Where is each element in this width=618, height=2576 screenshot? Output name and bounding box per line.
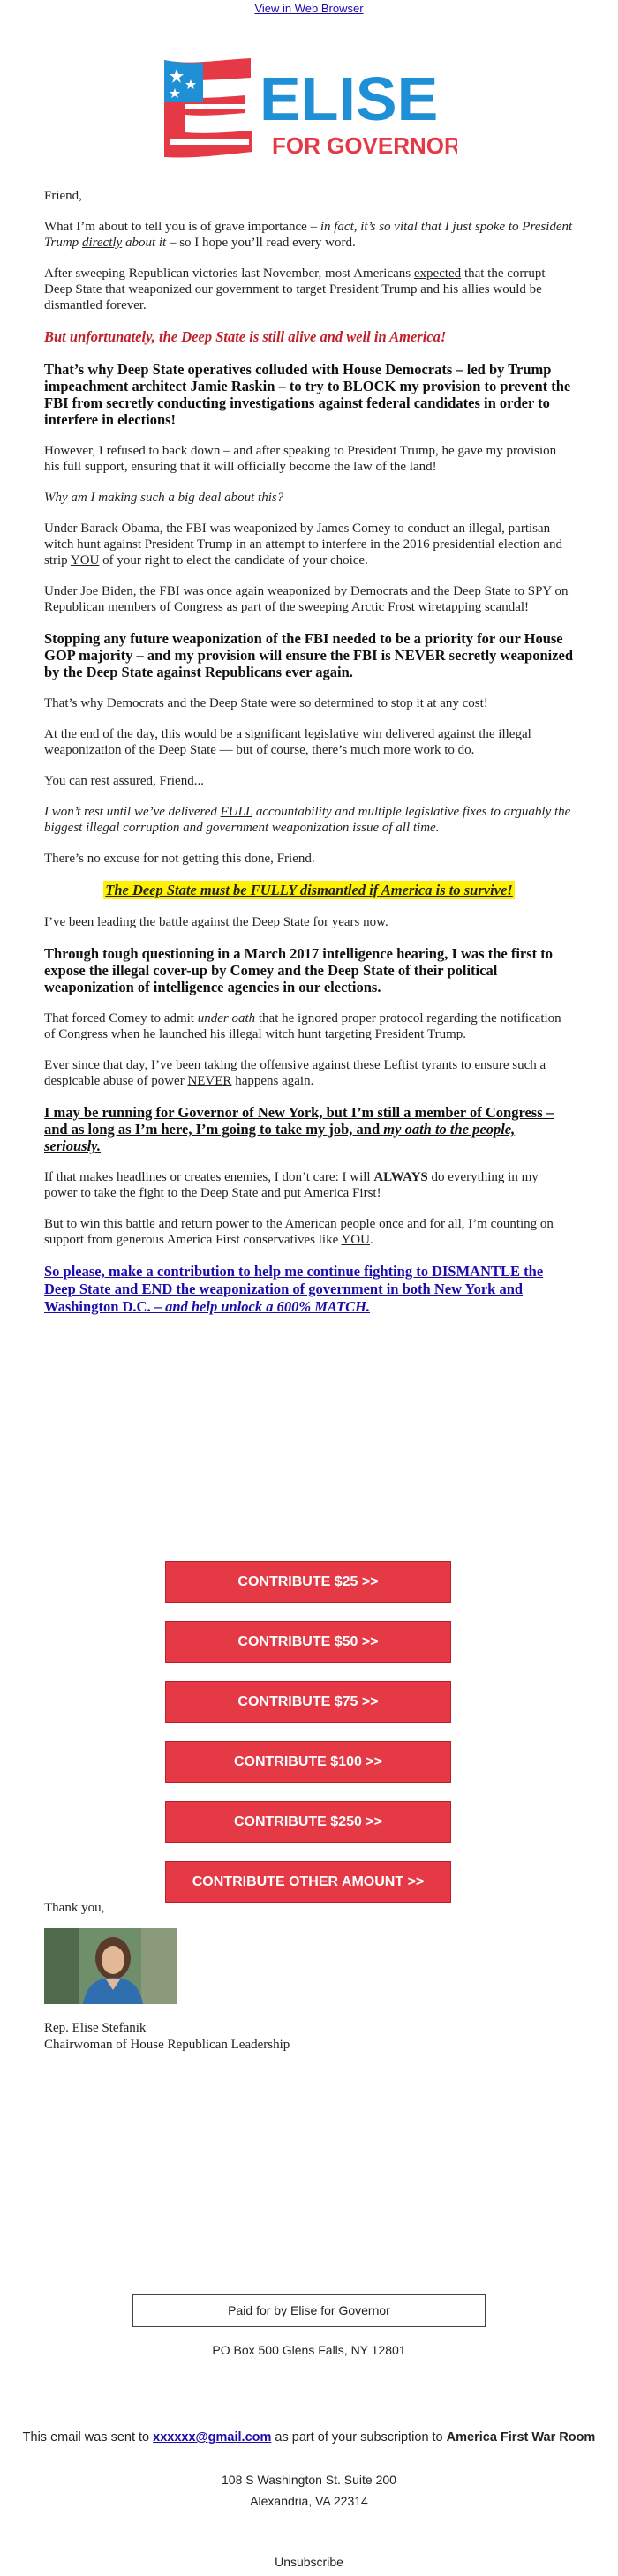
signature-title: Chairwoman of House Republican Leadership	[44, 2038, 290, 2052]
campaign-logo	[161, 58, 457, 164]
signoff: Thank you,	[44, 1901, 105, 1915]
paragraph-no-excuse: There’s no excuse for not getting this done, Friend.	[44, 852, 315, 866]
flag-e-logo-icon	[161, 58, 457, 164]
contribute-button-group	[165, 1561, 453, 1921]
bold-lead-priority: Stopping any future weaponization of the FBI needed to be a priority for our House GOP majority – and my provision will ensure the FBI is NEVER secretly weaponized by the Deep State against Republicans ever again.	[44, 630, 574, 680]
contribute-75-button[interactable]: CONTRIBUTE $75 >>	[165, 1681, 451, 1723]
highlight-banner	[44, 882, 574, 899]
mailing-address	[0, 2469, 618, 2512]
contribute-100-button[interactable]: CONTRIBUTE $100 >>	[165, 1741, 451, 1783]
bold-lead-raskin: That’s why Deep State operatives colluded with House Democrats – led by Trump impeachment architect Jamie Raskin – to try to BLOCK my provision to prevent the FBI from secretly conducting investigations against federal candidates in order to interfere in elections!	[44, 361, 571, 428]
contribute-250-button[interactable]: CONTRIBUTE $250 >>	[165, 1801, 451, 1843]
po-box-address: PO Box 500 Glens Falls, NY 12801	[212, 2343, 406, 2357]
bold-lead-governor: I may be running for Governor of New York, but I’m still a member of Congress – and as long as I’m here, I’m going to take my job, and my oath to the people, seriously.	[44, 1104, 554, 1154]
candidate-photo	[44, 1928, 177, 2004]
paragraph-leading-battle: I’ve been leading the battle against the Deep State for years now.	[44, 915, 388, 929]
signature-name: Rep. Elise Stefanik	[44, 2021, 147, 2035]
view-in-browser-link[interactable]: View in Web Browser	[254, 2, 364, 15]
unsubscribe-link[interactable]: Unsubscribe	[275, 2555, 343, 2569]
contribute-other-button[interactable]: CONTRIBUTE OTHER AMOUNT >>	[165, 1861, 451, 1903]
contribution-link[interactable]: So please, make a contribution to help me continue fighting to DISMANTLE the Deep State and END the weaponization of government in both New York and Washington D.C. – and help unlock a 600% MATCH.	[44, 1263, 544, 1315]
paragraph-wont-rest: I won’t rest until we’ve delivered FULL accountability and multiple legislative fixes to arguably the biggest illegal corruption and government weaponization issue of all time.	[44, 805, 571, 835]
contribute-25-button[interactable]: CONTRIBUTE $25 >>	[165, 1561, 451, 1603]
paragraph-determined: That’s why Democrats and the Deep State were so determined to stop it at any cost!	[44, 696, 488, 710]
paragraph-headlines: If that makes headlines or creates enemies, I don’t care: I will ALWAYS do everything in my power to take the fight to the Deep State and put America First!	[44, 1170, 539, 1200]
signature-block	[44, 2020, 574, 2054]
subscription-notice: This email was sent to xxxxxx@gmail.com as part of your subscription to America First War Room	[22, 2430, 596, 2445]
question-italic: Why am I making such a big deal about this?	[44, 491, 284, 505]
paragraph-obama: Under Barack Obama, the FBI was weaponized by James Comey to conduct an illegal, partisan witch hunt against President Trump in an attempt to interfere in the 2016 presidential election and strip YOU of your right to elect the candidate of your choice.	[44, 522, 562, 567]
paragraph-rest-assured: You can rest assured, Friend...	[44, 774, 204, 788]
highlight-text: The Deep State must be FULLY dismantled if America is to survive!	[105, 882, 513, 898]
web-view-bar	[0, 0, 618, 19]
paragraph-importance: What I’m about to tell you is of grave importance – in fact, it’s so vital that I just spoke to President Trump directly about it – so I hope you’ll read every word.	[44, 220, 573, 250]
portrait-image-icon	[44, 1928, 177, 2004]
paragraph-biden: Under Joe Biden, the FBI was once again weaponized by Democrats and the Deep State to SPY on Republican members of Congress as part of the sweeping Arctic Frost wiretapping scandal!	[44, 584, 569, 614]
greeting: Friend,	[44, 189, 82, 203]
paragraph-offensive: Ever since that day, I’ve been taking the offensive against these Leftist tyrants to ensure such a despicable abuse of power NEVER happens again.	[44, 1058, 546, 1088]
contribute-50-button[interactable]: CONTRIBUTE $50 >>	[165, 1621, 451, 1663]
paragraph-end-of-day: At the end of the day, this would be a significant legislative win delivered against the illegal weaponization of the Deep State — but of course, there’s much more work to do.	[44, 727, 531, 757]
paragraph-comey-oath: That forced Comey to admit under oath that he ignored proper protocol regarding the notification of Congress when he launched his illegal witch hunt targeting President Trump.	[44, 1011, 561, 1041]
address-line-1: 108 S Washington St. Suite 200	[222, 2473, 396, 2487]
email-body	[44, 188, 574, 1331]
address-line-2: Alexandria, VA 22314	[250, 2494, 368, 2508]
logo-word-elise: ELISE	[260, 64, 439, 133]
paragraph-expectations: After sweeping Republican victories last November, most Americans expected that the corrupt Deep State that weaponized our government to target President Trump and his allies would be dismantled forever.	[44, 267, 546, 312]
red-headline: But unfortunately, the Deep State is still alive and well in America!	[44, 328, 447, 345]
paragraph-full-support: However, I refused to back down – and after speaking to President Trump, he gave my provision his full support, ensuring that it will officially become the law of the land!	[44, 444, 557, 474]
contribution-link-paragraph	[44, 1263, 574, 1316]
paragraph-counting-on: But to win this battle and return power to the American people once and for all, I’m counting on support from generous America First conservatives like YOU.	[44, 1217, 554, 1247]
bold-lead-hearing: Through tough questioning in a March 2017 intelligence hearing, I was the first to expose the illegal cover-up by Comey and the Deep State of their political weaponization of intelligence agencies in our elections.	[44, 945, 554, 995]
logo-word-for-governor: FOR GOVERNOR	[272, 132, 457, 159]
recipient-email-link[interactable]: xxxxxx@gmail.com	[153, 2430, 272, 2445]
paid-for-disclaimer: Paid for by Elise for Governor	[132, 2294, 486, 2327]
